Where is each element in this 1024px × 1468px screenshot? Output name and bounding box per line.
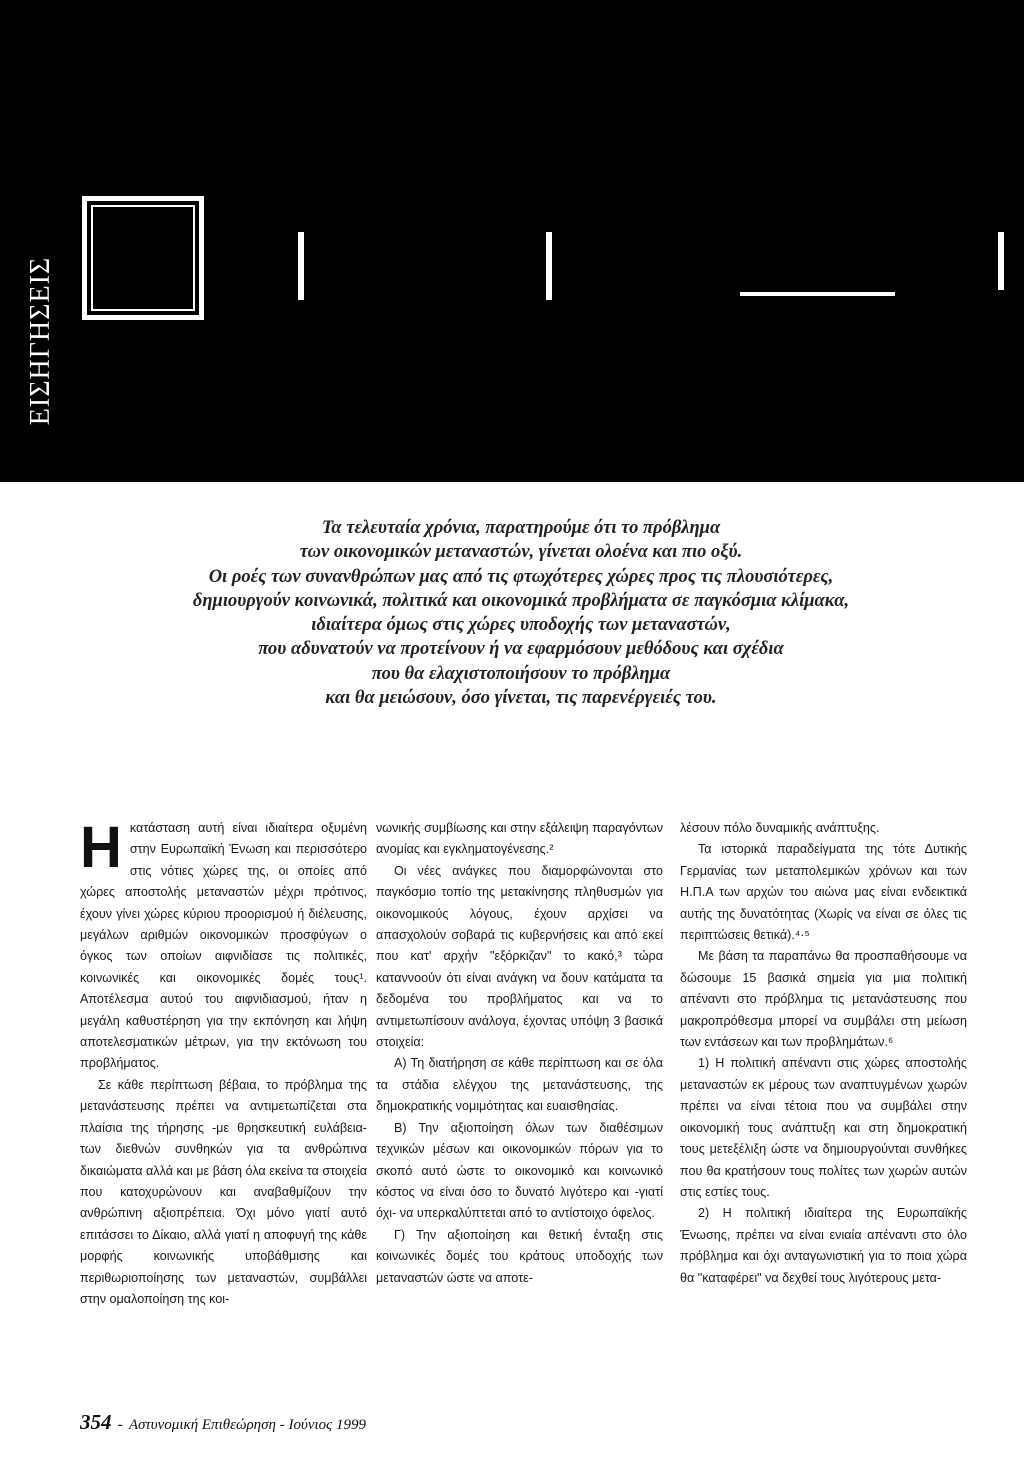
title-frame-inner [91, 205, 195, 311]
section-label-tab [0, 200, 82, 482]
paragraph: Α) Τη διατήρηση σε κάθε περίπτωση και σε όλα τα στάδια ελέγχου της μετανάστευσης, της δημοκρατικής νομιμότητας και ευαισθησίας. [376, 1056, 663, 1114]
paragraph: λέσουν πόλο δυναμικής ανάπτυξης. [680, 821, 880, 835]
paragraph: κατάσταση αυτή είναι ιδιαίτερα οξυμένη στην Ευρωπαϊκή Ένωση και περισσότερο στις νότιες χώρες της, οι οποίες από χώρες αποστολής μεταναστών μέχρι πρότινος, έχουν γίνει χώρες κύριου προορισμού ή διέλευσης, μεγάλων αριθμών οικονομικών προσφύγων ο όγκος των οποίων αιφνιδίασε τις πολιτικές, κοινωνικές και οικονομικές δομές τους¹. Αποτέλεσμα αυτού του αιφνιδιασμού, ήταν η μεγάλη καθυστέρηση για την εκπόνηση και λήψη αποτελεσματικών μέτρων, για την εκτόνωση του προβλήματος. [80, 821, 367, 1071]
page-number: 354 [80, 1410, 112, 1434]
article-column-1 [80, 818, 367, 1378]
header-banner [0, 0, 1024, 482]
paragraph: Β) Την αξιοποίηση όλων των διαθέσιμων τεχνικών μέσων και οικονομικών πόρων για το σκοπό αυτό ώστε το οικονομικό και κοινωνικό κόστος να είναι όσο το δυνατό λιγότερο και -γιατί όχι- να υπερκαλύπτεται από το αντίστοιχο όφελος. [376, 1120, 663, 1221]
intro-line: που αδυνατούν να προτείνουν ή να εφαρμόσουν μεθόδους και σχέδια [258, 639, 784, 660]
footer-dash: - [117, 1416, 123, 1433]
paragraph: Γ) Την αξιοποίηση και θετική ένταξη στις κοινωνικές δομές του κράτους υποδοχής των μεταναστών ώστε να αποτε- [376, 1227, 663, 1285]
intro-paragraph [96, 516, 946, 710]
title-glyph-bar-2 [546, 232, 552, 300]
title-frame [82, 196, 204, 320]
intro-line: Οι ροές των συνανθρώπων μας από τις φτωχότερες χώρες προς τις πλουσιότερες, [208, 566, 834, 587]
paragraph: Τα ιστορικά παραδείγματα της τότε Δυτικής Γερμανίας των μεταπολεμικών χρόνων και των Η.Π.Α των αρχών του αιώνα μας είναι ενδεικτικά αυτής της δυνατότητας (Χωρίς να είναι σε όλες τις περιπτώσεις θετικά).⁴·⁵ [680, 842, 967, 943]
intro-line: ιδιαίτερα όμως στις χώρες υποδοχής των μεταναστών, [311, 615, 731, 636]
title-glyph-underline [740, 292, 895, 296]
publication-info: Αστυνομική Επιθεώρηση - Ιούνιος 1999 [128, 1417, 366, 1433]
title-glyph-bar-3 [998, 232, 1004, 290]
section-label: ΕΙΣΗΓΗΣΕΙΣ [25, 256, 56, 426]
paragraph: 1) Η πολιτική απέναντι στις χώρες αποστολής μεταναστών εκ μέρους των αναπτυγμένων χωρών πρέπει να είναι τέτοια που να συμβάλει στην οικονομική τους ανάπτυξη και στη δημοκρατική τους μετεξέλιξη ώστε να δημιουργούνται συνθήκες που θα κρατήσουν τους πολίτες των χωρών αυτών στις εστίες τους. [680, 1056, 967, 1199]
page-footer [80, 1410, 366, 1435]
intro-line: και θα μειώσουν, όσο γίνεται, τις παρενέργειές του. [325, 688, 717, 709]
drop-cap: Η [80, 818, 122, 880]
intro-line: Τα τελευταία χρόνια, παρατηρούμε ότι το πρόβλημα [321, 518, 721, 538]
article-column-2 [376, 818, 663, 1378]
paragraph: νωνικής συμβίωσης και στην εξάλειψη παραγόντων ανομίας και εγκληματογένεσης.² [376, 821, 663, 857]
paragraph: 2) Η πολιτική ιδιαίτερα της Ευρωπαϊκής Ένωσης, πρέπει να είναι ενιαία απέναντι στο όλο πρόβλημα και όχι ανταγωνιστική για το ποια χώρα θα "καταφέρει" να δεχθεί τους λιγότερους μετα- [680, 1206, 967, 1285]
paragraph: Σε κάθε περίπτωση βέβαια, το πρόβλημα της μετανάστευσης πρέπει να αντιμετωπίζεται στα πλαίσια της τήρησης -με θρησκευτική ευλάβεια- των διεθνών συνθηκών για τα ανθρώπινα δικαιώματα αλλά και με βάση όλα εκείνα τα στοιχεία που κατοχυρώνουν και αναβαθμίζουν την ανθρώπινη αξιοπρέπεια. Όχι μόνο γιατί αυτό επιτάσσει το Δίκαιο, αλλά γιατί η αποφυγή της κάθε μορφής κοινωνικής υποβάθμισης και περιθωριοποίησης των μεταναστών, συμβάλλει στην ομαλοποίηση της κοι- [80, 1077, 367, 1306]
title-glyph-bar-1 [298, 232, 304, 300]
paragraph: Οι νέες ανάγκες που διαμορφώνονται στο παγκόσμιο τοπίο της μετακίνησης πληθυσμών για οικονομικούς λόγους, έχουν αρχίσει να απασχολούν σοβαρά τις κυβερνήσεις και από εκεί που κατ' αρχήν "εξόρκιζαν" το κακό,³ τώρα καταννοούν ότι είναι ανάγκη να δουν κατάματα τα δεδομένα του προβλήματος και να το αντιμετωπίσουν ανάλογα, έχοντας υπόψη 3 βασικά στοιχεία: [376, 863, 663, 1050]
paragraph: Με βάση τα παραπάνω θα προσπαθήσουμε να δώσουμε 15 βασικά σημεία για μια πολιτική απέναντι στο πρόβλημα τις μετανάστευσης που μακροπρόθεσμα μπορεί να συμβάλει στη μείωση των εντάσεων και των προβλημάτων.⁶ [680, 949, 967, 1050]
intro-line: δημιουργούν κοινωνικά, πολιτικά και οικονομικά προβλήματα σε παγκόσμια κλίμακα, [192, 590, 850, 611]
article-column-3 [680, 818, 967, 1378]
intro-line: που θα ελαχιστοποιήσουν το πρόβλημα [371, 663, 671, 684]
intro-line: των οικονομικών μεταναστών, γίνεται ολοένα και πιο οξύ. [299, 542, 743, 563]
